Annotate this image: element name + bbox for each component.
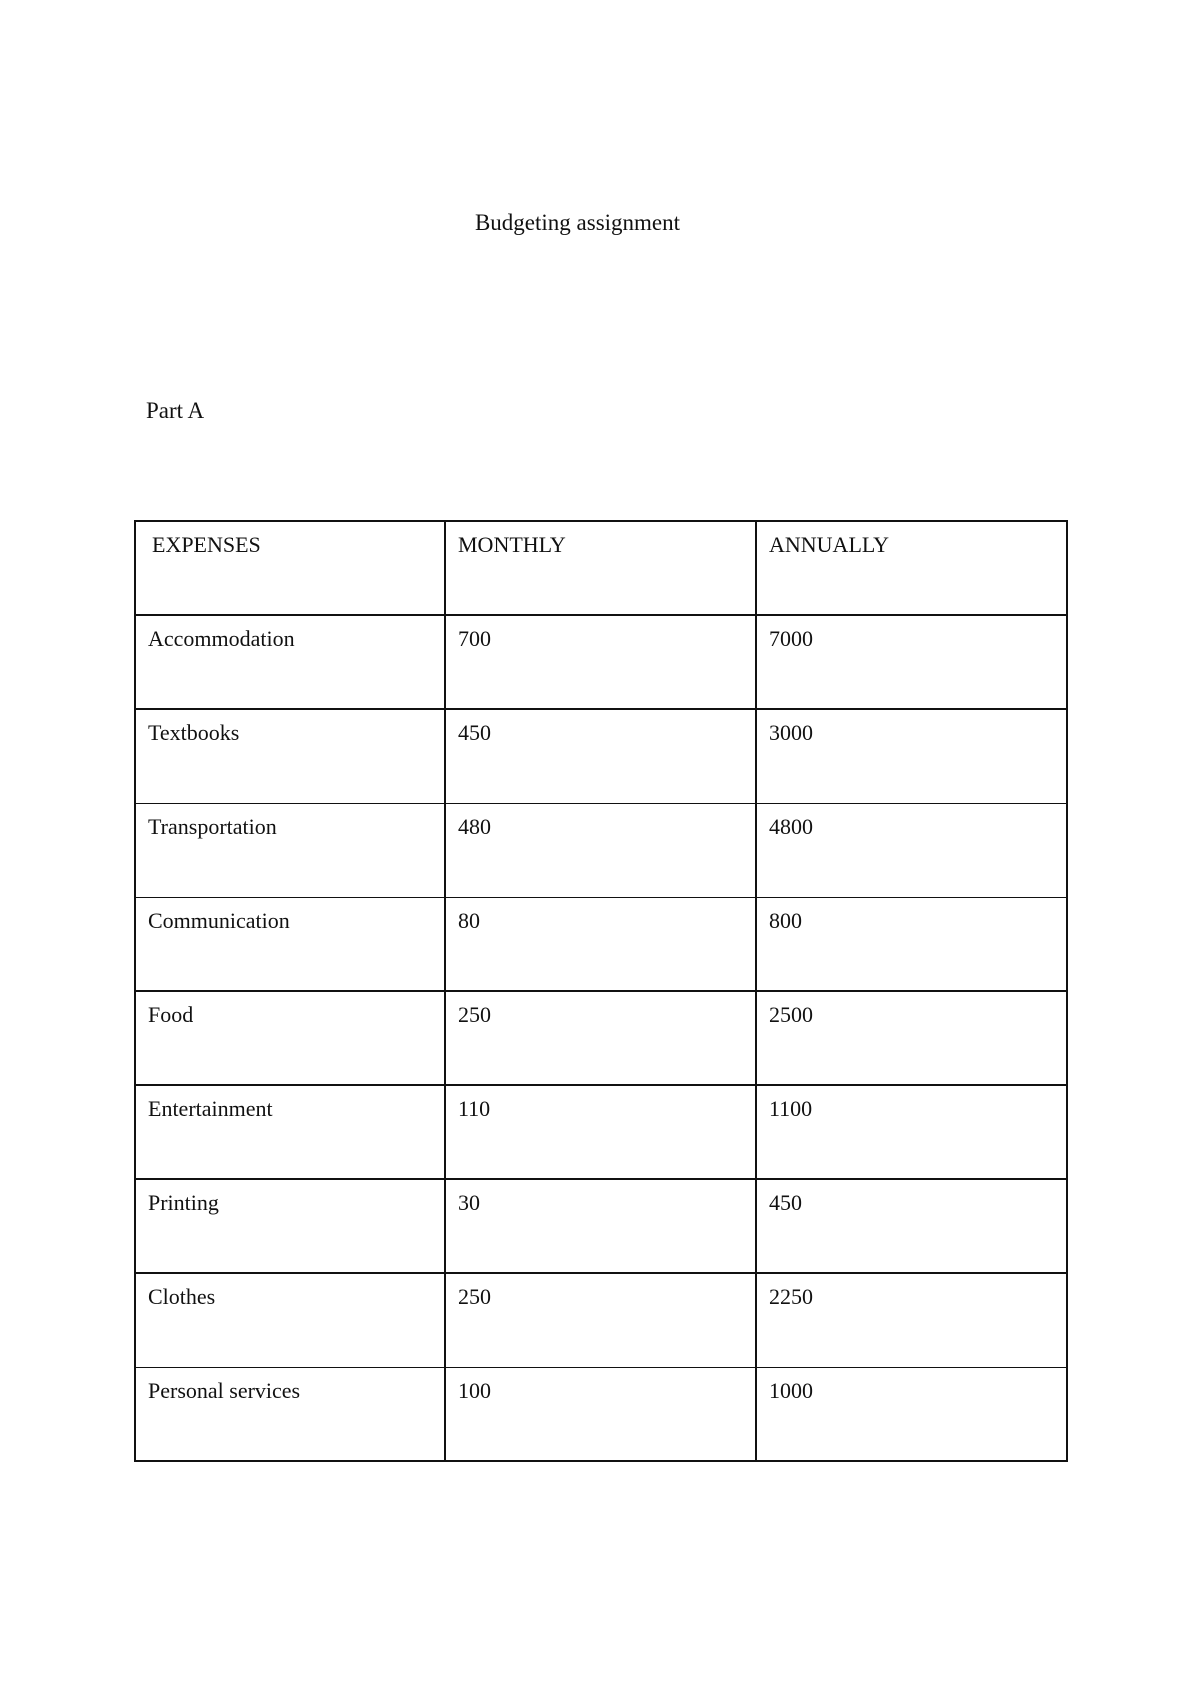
table-row bbox=[135, 1179, 1067, 1273]
annually-cell: 4800 bbox=[756, 803, 1067, 897]
monthly-cell: 480 bbox=[445, 803, 756, 897]
monthly-cell: 30 bbox=[445, 1179, 756, 1273]
annually-cell: 7000 bbox=[756, 615, 1067, 709]
expense-cell: Food bbox=[135, 991, 445, 1085]
section-label: Part A bbox=[146, 398, 205, 423]
annually-cell: 2500 bbox=[756, 991, 1067, 1085]
expense-cell: Transportation bbox=[135, 803, 445, 897]
annually-cell: 2250 bbox=[756, 1273, 1067, 1367]
expense-cell: Personal services bbox=[135, 1367, 445, 1461]
table-row bbox=[135, 897, 1067, 991]
monthly-cell: 250 bbox=[445, 1273, 756, 1367]
table-row bbox=[135, 1367, 1067, 1461]
table-header-row bbox=[135, 521, 1067, 615]
monthly-cell: 700 bbox=[445, 615, 756, 709]
header-monthly: MONTHLY bbox=[445, 521, 756, 615]
annually-cell: 1000 bbox=[769, 1377, 813, 1403]
expense-cell: Printing bbox=[135, 1179, 445, 1273]
expense-cell: Entertainment bbox=[135, 1085, 445, 1179]
table-row bbox=[135, 803, 1067, 897]
document-title: Budgeting assignment bbox=[474, 210, 681, 235]
annually-cell: 800 bbox=[756, 897, 1067, 991]
header-expenses: EXPENSES bbox=[135, 521, 445, 615]
budget-table bbox=[134, 520, 1068, 1462]
monthly-cell: 100 bbox=[445, 1367, 756, 1461]
expense-cell: Accommodation bbox=[135, 615, 445, 709]
monthly-cell: 450 bbox=[445, 709, 756, 803]
monthly-cell: 80 bbox=[445, 897, 756, 991]
table-row bbox=[135, 1085, 1067, 1179]
table-row bbox=[135, 991, 1067, 1085]
table-row bbox=[135, 615, 1067, 709]
annually-cell: 3000 bbox=[756, 709, 1067, 803]
expense-cell: Communication bbox=[135, 897, 445, 991]
table-row bbox=[135, 1273, 1067, 1367]
expense-cell: Textbooks bbox=[135, 709, 445, 803]
expense-cell: Clothes bbox=[135, 1273, 445, 1367]
monthly-cell: 250 bbox=[445, 991, 756, 1085]
annually-cell: 1100 bbox=[756, 1085, 1067, 1179]
header-annually: ANNUALLY bbox=[756, 521, 1067, 615]
monthly-cell: 110 bbox=[445, 1085, 756, 1179]
annually-cell: 450 bbox=[756, 1179, 1067, 1273]
table-row bbox=[135, 709, 1067, 803]
